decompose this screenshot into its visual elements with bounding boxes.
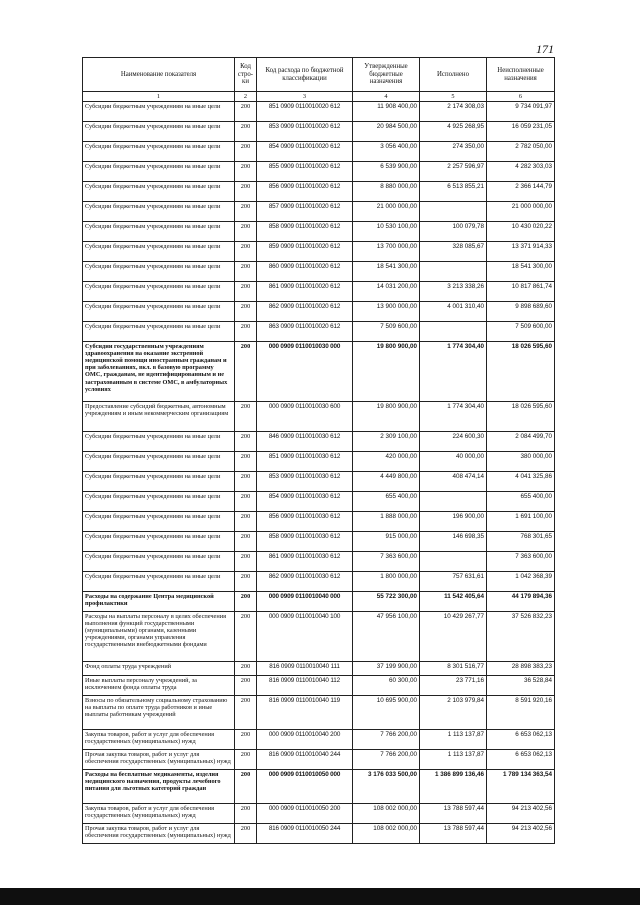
row-executed: [420, 202, 487, 222]
row-approved: 420 000,00: [353, 452, 420, 472]
row-classification: 862 0909 0110010020 612: [257, 302, 353, 322]
table-row: [83, 202, 555, 222]
row-unexecuted: 1 691 100,00: [487, 512, 555, 532]
row-executed: 328 085,67: [420, 242, 487, 262]
row-approved: 7 766 200,00: [353, 750, 420, 770]
row-approved: 1 888 000,00: [353, 512, 420, 532]
row-approved: 11 908 400,00: [353, 102, 420, 122]
row-unexecuted: 36 528,84: [487, 676, 555, 696]
row-line-code: 200: [235, 592, 257, 612]
row-line-code: 200: [235, 162, 257, 182]
table-row: [83, 612, 555, 662]
row-classification: 000 0909 0110010050 000: [257, 770, 353, 804]
table-row: [83, 222, 555, 242]
row-approved: 13 900 000,00: [353, 302, 420, 322]
row-executed: 4 925 268,95: [420, 122, 487, 142]
row-line-code: 200: [235, 102, 257, 122]
table-row: [83, 102, 555, 122]
row-classification: 000 0909 0110010030 000: [257, 342, 353, 402]
row-approved: 7 363 600,00: [353, 552, 420, 572]
row-name: Субсидии бюджетным учреждениям на иные цели: [83, 202, 235, 222]
budget-execution-table: [82, 57, 555, 844]
row-classification: 856 0909 0110010030 612: [257, 512, 353, 532]
row-approved: 18 541 300,00: [353, 262, 420, 282]
row-executed: [420, 552, 487, 572]
table-row: [83, 282, 555, 302]
row-name: Субсидии бюджетным учреждениям на иные цели: [83, 102, 235, 122]
row-name: Субсидии бюджетным учреждениям на иные цели: [83, 282, 235, 302]
row-name: Взносы по обязательному социальному страхованию на выплаты по оплате труда работников и иные выплаты работникам учреждений: [83, 696, 235, 730]
row-classification: 861 0909 0110010030 612: [257, 552, 353, 572]
row-name: Субсидии бюджетным учреждениям на иные цели: [83, 512, 235, 532]
row-line-code: 200: [235, 552, 257, 572]
row-classification: 856 0909 0110010020 612: [257, 182, 353, 202]
row-executed: 40 000,00: [420, 452, 487, 472]
row-approved: 7 766 200,00: [353, 730, 420, 750]
row-unexecuted: 94 213 402,56: [487, 824, 555, 844]
header-executed: Исполнено: [420, 58, 487, 92]
table-row: [83, 770, 555, 804]
row-unexecuted: 13 371 914,33: [487, 242, 555, 262]
row-approved: 655 400,00: [353, 492, 420, 512]
table-row: [83, 750, 555, 770]
row-unexecuted: 9 898 689,60: [487, 302, 555, 322]
row-line-code: 200: [235, 402, 257, 432]
table-row: [83, 342, 555, 402]
row-approved: 3 176 033 500,00: [353, 770, 420, 804]
row-classification: 863 0909 0110010020 612: [257, 322, 353, 342]
row-executed: 100 079,78: [420, 222, 487, 242]
row-approved: 108 002 000,00: [353, 804, 420, 824]
row-name: Расходы на выплаты персоналу в целях обеспечения выполнения функций государственными (муниципальными) органами, казенными учреждениями, органами управления государственными внебюджетными фондами: [83, 612, 235, 662]
row-unexecuted: 21 000 000,00: [487, 202, 555, 222]
row-approved: 4 449 800,00: [353, 472, 420, 492]
row-classification: 000 0909 0110010040 000: [257, 592, 353, 612]
row-classification: 816 0909 0110010040 112: [257, 676, 353, 696]
row-unexecuted: 18 541 300,00: [487, 262, 555, 282]
row-executed: 757 631,61: [420, 572, 487, 592]
row-unexecuted: 10 817 861,74: [487, 282, 555, 302]
row-approved: 10 695 900,00: [353, 696, 420, 730]
row-classification: 854 0909 0110010030 612: [257, 492, 353, 512]
row-line-code: 200: [235, 262, 257, 282]
row-approved: 2 309 100,00: [353, 432, 420, 452]
row-line-code: 200: [235, 512, 257, 532]
row-unexecuted: 10 430 020,22: [487, 222, 555, 242]
row-approved: 55 722 300,00: [353, 592, 420, 612]
row-name: Иные выплаты персоналу учреждений, за исключением фонда оплаты труда: [83, 676, 235, 696]
row-unexecuted: 1 042 368,39: [487, 572, 555, 592]
row-name: Субсидии бюджетным учреждениям на иные цели: [83, 142, 235, 162]
column-number-row: [83, 92, 555, 102]
row-unexecuted: 8 591 920,16: [487, 696, 555, 730]
table-row: [83, 492, 555, 512]
row-executed: 1 113 137,87: [420, 730, 487, 750]
row-executed: 1 386 899 136,46: [420, 770, 487, 804]
row-classification: 851 0909 0110010020 612: [257, 102, 353, 122]
row-line-code: 200: [235, 122, 257, 142]
row-approved: 20 984 500,00: [353, 122, 420, 142]
row-unexecuted: 94 213 402,56: [487, 804, 555, 824]
row-name: Субсидии бюджетным учреждениям на иные цели: [83, 432, 235, 452]
row-line-code: 200: [235, 142, 257, 162]
row-executed: 3 213 338,26: [420, 282, 487, 302]
row-executed: 224 600,30: [420, 432, 487, 452]
row-approved: 13 700 000,00: [353, 242, 420, 262]
row-approved: 47 956 100,00: [353, 612, 420, 662]
row-executed: 146 698,35: [420, 532, 487, 552]
table-row: [83, 162, 555, 182]
table-row: [83, 824, 555, 844]
row-approved: 8 880 000,00: [353, 182, 420, 202]
row-name: Субсидии бюджетным учреждениям на иные цели: [83, 302, 235, 322]
table-row: [83, 182, 555, 202]
row-name: Субсидии бюджетным учреждениям на иные цели: [83, 552, 235, 572]
row-classification: 858 0909 0110010030 612: [257, 532, 353, 552]
row-classification: 000 0909 0110010040 100: [257, 612, 353, 662]
row-line-code: 200: [235, 572, 257, 592]
row-classification: 816 0909 0110010040 244: [257, 750, 353, 770]
table-row: [83, 592, 555, 612]
row-unexecuted: 6 653 062,13: [487, 730, 555, 750]
row-classification: 860 0909 0110010020 612: [257, 262, 353, 282]
row-unexecuted: 7 363 600,00: [487, 552, 555, 572]
row-unexecuted: 768 301,65: [487, 532, 555, 552]
row-executed: 408 474,14: [420, 472, 487, 492]
row-executed: 11 542 405,64: [420, 592, 487, 612]
row-name: Закупка товаров, работ и услуг для обеспечения государственных (муниципальных) нужд: [83, 804, 235, 824]
header-classification: Код расхода по бюджетной классификации: [257, 58, 353, 92]
scan-edge-band: [0, 888, 640, 905]
row-unexecuted: 7 509 600,00: [487, 322, 555, 342]
row-approved: 14 031 200,00: [353, 282, 420, 302]
page-number: 171: [536, 42, 554, 56]
row-name: Субсидии бюджетным учреждениям на иные цели: [83, 242, 235, 262]
row-line-code: 200: [235, 242, 257, 262]
row-name: Субсидии бюджетным учреждениям на иные цели: [83, 182, 235, 202]
table-row: [83, 122, 555, 142]
row-name: Субсидии бюджетным учреждениям на иные цели: [83, 262, 235, 282]
row-classification: 859 0909 0110010020 612: [257, 242, 353, 262]
row-unexecuted: 37 526 832,23: [487, 612, 555, 662]
row-executed: 13 788 597,44: [420, 804, 487, 824]
row-name: Предоставление субсидий бюджетным, автономным учреждениям и иным некоммерческим организациям: [83, 402, 235, 432]
row-classification: 857 0909 0110010020 612: [257, 202, 353, 222]
row-name: Субсидии бюджетным учреждениям на иные цели: [83, 162, 235, 182]
row-approved: 21 000 000,00: [353, 202, 420, 222]
row-approved: 3 056 400,00: [353, 142, 420, 162]
row-unexecuted: 4 041 325,86: [487, 472, 555, 492]
row-classification: 816 0909 0110010040 111: [257, 662, 353, 676]
row-name: Субсидии государственным учреждениям здравоохранения на оказание экстренной медицинской помощи иностранным гражданам и при заболеваниях, вкл. в базовую программу ОМС, гражданам, не идентифицированным и не застрахованным в системе ОМС, в амбулаторных условиях: [83, 342, 235, 402]
row-approved: 915 000,00: [353, 532, 420, 552]
row-executed: 10 429 267,77: [420, 612, 487, 662]
row-executed: 2 257 596,97: [420, 162, 487, 182]
row-line-code: 200: [235, 696, 257, 730]
row-name: Расходы на содержание Центра медицинской профилактики: [83, 592, 235, 612]
row-name: Субсидии бюджетным учреждениям на иные цели: [83, 222, 235, 242]
row-unexecuted: 2 366 144,79: [487, 182, 555, 202]
row-name: Фонд оплаты труда учреждений: [83, 662, 235, 676]
row-approved: 37 199 900,00: [353, 662, 420, 676]
row-approved: 1 800 000,00: [353, 572, 420, 592]
column-number: 1: [83, 92, 235, 102]
row-unexecuted: 6 653 062,13: [487, 750, 555, 770]
header-name: Наименование показателя: [83, 58, 235, 92]
table-row: [83, 432, 555, 452]
table-row: [83, 804, 555, 824]
row-classification: 816 0909 0110010040 119: [257, 696, 353, 730]
table-row: [83, 552, 555, 572]
column-number: 5: [420, 92, 487, 102]
row-unexecuted: 28 898 383,23: [487, 662, 555, 676]
table-row: [83, 242, 555, 262]
row-classification: 853 0909 0110010030 612: [257, 472, 353, 492]
table-row: [83, 676, 555, 696]
table-row: [83, 262, 555, 282]
table-row: [83, 302, 555, 322]
row-classification: 816 0909 0110010050 244: [257, 824, 353, 844]
row-executed: 23 771,16: [420, 676, 487, 696]
row-name: Прочая закупка товаров, работ и услуг для обеспечения государственных (муниципальных) нужд: [83, 750, 235, 770]
row-approved: 10 530 100,00: [353, 222, 420, 242]
table-row: [83, 696, 555, 730]
row-line-code: 200: [235, 302, 257, 322]
row-name: Расходы на бесплатные медикаменты, изделия медицинского назначения, продукты лечебного питания для льготных категорий граждан: [83, 770, 235, 804]
row-name: Прочая закупка товаров, работ и услуг для обеспечения государственных (муниципальных) нужд: [83, 824, 235, 844]
row-name: Субсидии бюджетным учреждениям на иные цели: [83, 532, 235, 552]
table-row: [83, 730, 555, 750]
row-line-code: 200: [235, 662, 257, 676]
table-row: [83, 322, 555, 342]
row-classification: 851 0909 0110010030 612: [257, 452, 353, 472]
table-row: [83, 402, 555, 432]
row-line-code: 200: [235, 804, 257, 824]
row-executed: 196 900,00: [420, 512, 487, 532]
row-executed: 6 513 855,21: [420, 182, 487, 202]
row-line-code: 200: [235, 532, 257, 552]
table-row: [83, 142, 555, 162]
row-line-code: 200: [235, 770, 257, 804]
row-line-code: 200: [235, 612, 257, 662]
header-unexecuted: Неисполненные назначения: [487, 58, 555, 92]
row-executed: [420, 492, 487, 512]
row-unexecuted: 655 400,00: [487, 492, 555, 512]
column-number: 6: [487, 92, 555, 102]
row-unexecuted: 18 026 595,60: [487, 342, 555, 402]
row-classification: 855 0909 0110010020 612: [257, 162, 353, 182]
row-line-code: 200: [235, 824, 257, 844]
row-approved: 6 539 900,00: [353, 162, 420, 182]
row-approved: 19 800 900,00: [353, 402, 420, 432]
row-line-code: 200: [235, 342, 257, 402]
column-number: 3: [257, 92, 353, 102]
row-unexecuted: 18 026 595,60: [487, 402, 555, 432]
row-line-code: 200: [235, 222, 257, 242]
row-approved: 60 300,00: [353, 676, 420, 696]
row-unexecuted: 16 059 231,05: [487, 122, 555, 142]
row-line-code: 200: [235, 452, 257, 472]
row-unexecuted: 2 782 050,00: [487, 142, 555, 162]
row-classification: 853 0909 0110010020 612: [257, 122, 353, 142]
row-executed: 2 103 979,84: [420, 696, 487, 730]
row-classification: 000 0909 0110010030 600: [257, 402, 353, 432]
row-unexecuted: 44 179 894,36: [487, 592, 555, 612]
row-executed: [420, 322, 487, 342]
table-row: [83, 662, 555, 676]
row-unexecuted: 4 282 303,03: [487, 162, 555, 182]
row-executed: 4 001 310,40: [420, 302, 487, 322]
row-line-code: 200: [235, 492, 257, 512]
row-classification: 862 0909 0110010030 612: [257, 572, 353, 592]
row-unexecuted: 9 734 091,97: [487, 102, 555, 122]
row-executed: 274 350,00: [420, 142, 487, 162]
header-line-code: Код стро-ки: [235, 58, 257, 92]
row-executed: 1 774 304,40: [420, 402, 487, 432]
row-name: Субсидии бюджетным учреждениям на иные цели: [83, 492, 235, 512]
column-number: 4: [353, 92, 420, 102]
table-row: [83, 452, 555, 472]
table-body: [83, 102, 555, 844]
table-row: [83, 512, 555, 532]
row-executed: 1 113 137,87: [420, 750, 487, 770]
row-executed: 13 788 597,44: [420, 824, 487, 844]
row-unexecuted: 380 000,00: [487, 452, 555, 472]
row-name: Субсидии бюджетным учреждениям на иные цели: [83, 452, 235, 472]
table-row: [83, 472, 555, 492]
row-name: Закупка товаров, работ и услуг для обеспечения государственных (муниципальных) нужд: [83, 730, 235, 750]
row-classification: 000 0909 0110010050 200: [257, 804, 353, 824]
row-line-code: 200: [235, 282, 257, 302]
table-row: [83, 532, 555, 552]
row-executed: 2 174 308,03: [420, 102, 487, 122]
row-line-code: 200: [235, 750, 257, 770]
row-unexecuted: 1 789 134 363,54: [487, 770, 555, 804]
table-row: [83, 572, 555, 592]
row-approved: 108 002 000,00: [353, 824, 420, 844]
row-approved: 7 509 600,00: [353, 322, 420, 342]
row-line-code: 200: [235, 472, 257, 492]
row-line-code: 200: [235, 182, 257, 202]
row-classification: 861 0909 0110010020 612: [257, 282, 353, 302]
row-classification: 846 0909 0110010030 612: [257, 432, 353, 452]
row-line-code: 200: [235, 322, 257, 342]
row-classification: 854 0909 0110010020 612: [257, 142, 353, 162]
row-line-code: 200: [235, 202, 257, 222]
header-approved: Утвержденные бюджетные назначения: [353, 58, 420, 92]
row-classification: 000 0909 0110010040 200: [257, 730, 353, 750]
row-classification: 858 0909 0110010020 612: [257, 222, 353, 242]
row-executed: 1 774 304,40: [420, 342, 487, 402]
row-name: Субсидии бюджетным учреждениям на иные цели: [83, 572, 235, 592]
row-unexecuted: 2 084 499,70: [487, 432, 555, 452]
row-name: Субсидии бюджетным учреждениям на иные цели: [83, 322, 235, 342]
row-line-code: 200: [235, 730, 257, 750]
row-name: Субсидии бюджетным учреждениям на иные цели: [83, 472, 235, 492]
row-name: Субсидии бюджетным учреждениям на иные цели: [83, 122, 235, 142]
row-approved: 19 800 900,00: [353, 342, 420, 402]
row-executed: 8 301 516,77: [420, 662, 487, 676]
row-line-code: 200: [235, 676, 257, 696]
row-executed: [420, 262, 487, 282]
row-line-code: 200: [235, 432, 257, 452]
column-number: 2: [235, 92, 257, 102]
